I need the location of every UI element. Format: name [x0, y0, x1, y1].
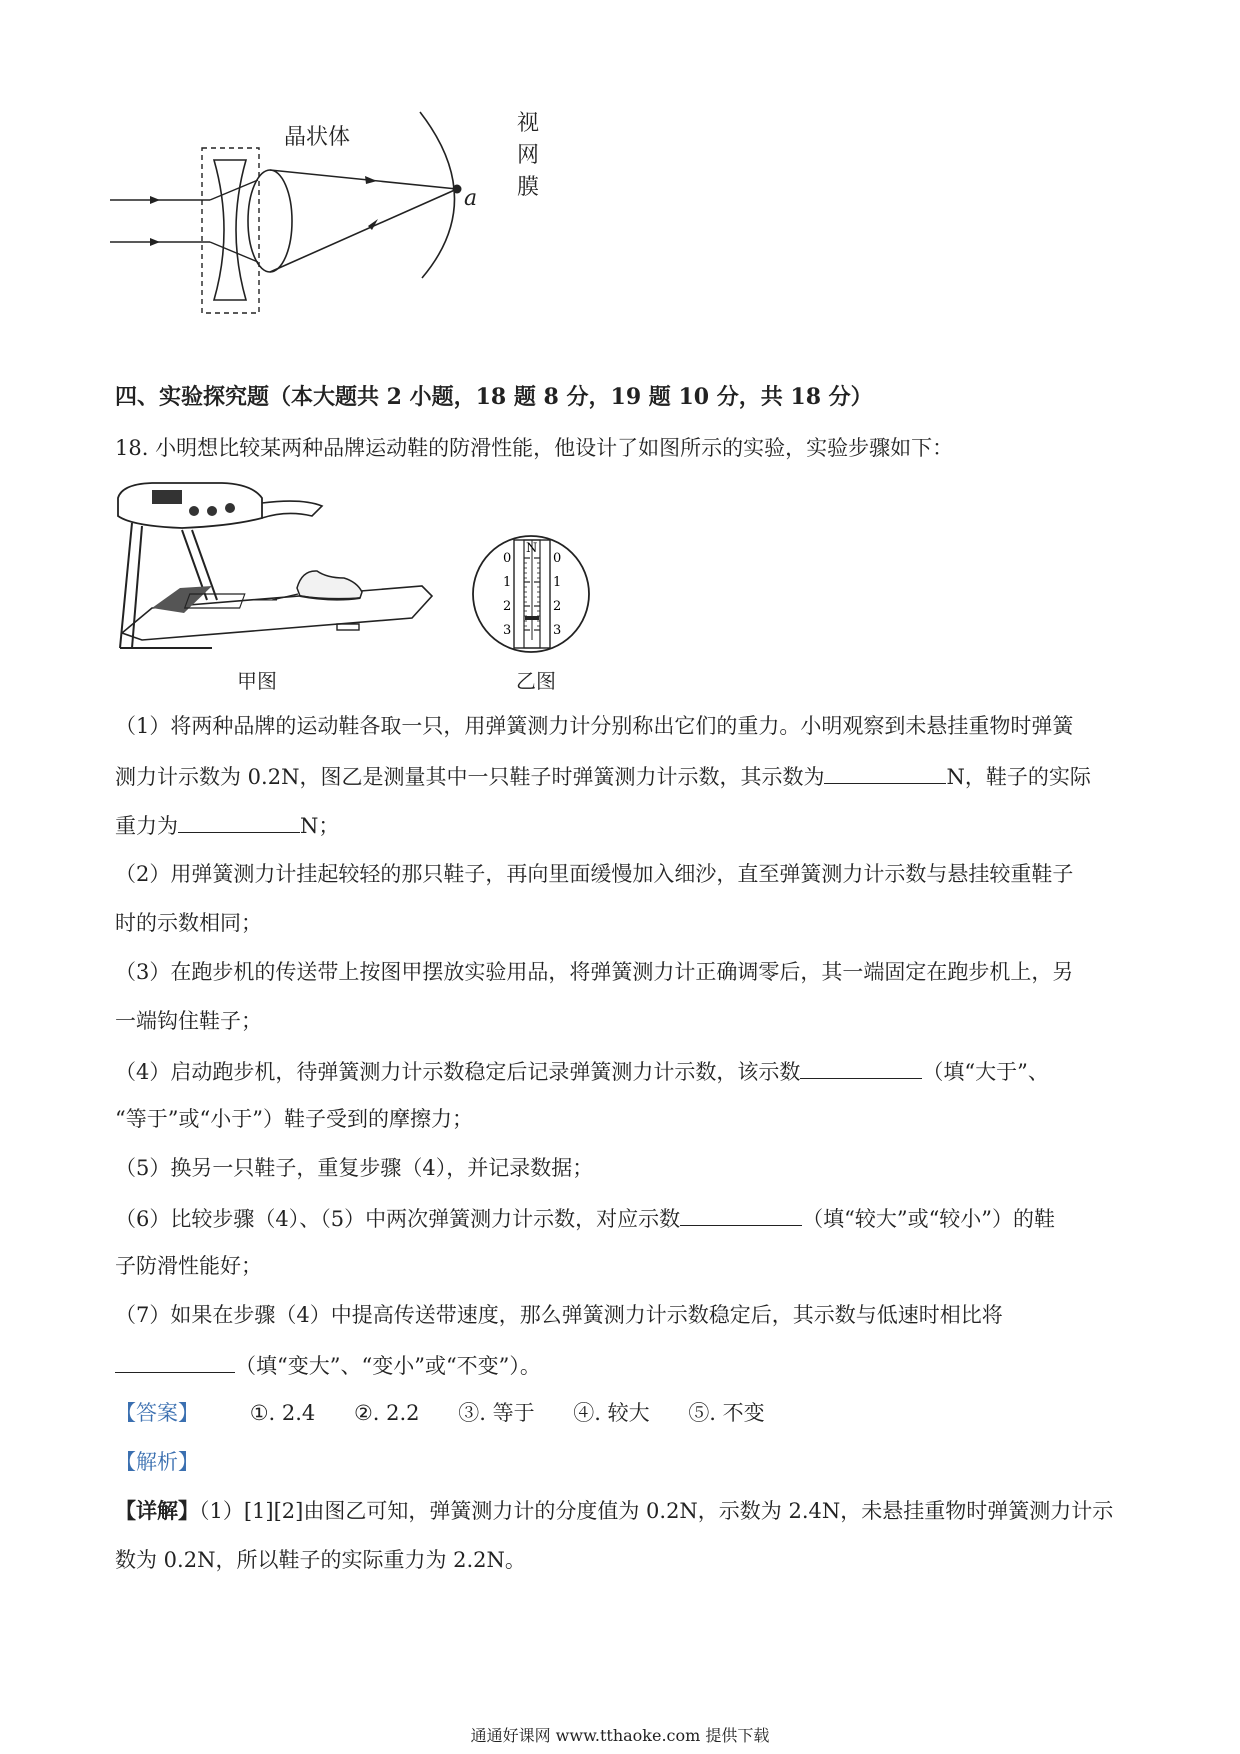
gauge-tick-right-2: 2: [553, 599, 562, 614]
detail-line-1: 【详解】（1）[1][2]由图乙可知，弹簧测力计的分度值为 0.2N，示数为 2.4N，未悬挂重物时弹簧测力计示: [115, 1498, 1114, 1523]
step-5-line-1: （5）换另一只鞋子，重复步骤（4），并记录数据；: [115, 1156, 594, 1180]
step-1-line-2: 测力计示数为 0.2N，图乙是测量其中一只鞋子时弹簧测力计示数，其示数为 N，鞋子的实际: [115, 761, 1091, 791]
answer-item-3: ③. 等于: [458, 1401, 535, 1425]
gauge-tick-right-0: 0: [553, 551, 562, 566]
step-4-line-2: “等于”或“小于”）鞋子受到的摩擦力；: [115, 1107, 473, 1131]
answer-blank-4[interactable]: [680, 1203, 802, 1226]
step-7-line-1: （7）如果在步骤（4）中提高传送带速度，那么弹簧测力计示数稳定后，其示数与低速时相比将: [115, 1303, 1003, 1327]
answer-item-5: ⑤. 不变: [688, 1401, 765, 1425]
spring-gauge-figure: [470, 532, 595, 657]
answer-label: 【答案】: [115, 1401, 199, 1425]
step-6-line-1: （6）比较步骤（4）、（5）中两次弹簧测力计示数，对应示数 （填“较大”或“较小”）的鞋: [115, 1203, 1055, 1233]
gauge-tick-right-1: 1: [553, 575, 562, 590]
section-heading: 四、实验探究题（本大题共 2 小题，18 题 8 分，19 题 10 分，共 18 分）: [115, 384, 873, 410]
gauge-tick-left-3: 3: [503, 623, 512, 638]
retina-label-2: 网: [517, 143, 540, 168]
answer-item-2: ②. 2.2: [353, 1401, 420, 1425]
answer-item-4: ④. 较大: [573, 1401, 650, 1425]
question-intro: 18. 小明想比较某两种品牌运动鞋的防滑性能，他设计了如图所示的实验，实验步骤如下：: [115, 436, 954, 460]
step-7-line-2: （填“变大”、“变小”或“不变”）。: [115, 1350, 541, 1380]
analysis-label: 【解析】: [115, 1450, 199, 1474]
step-3-line-1: （3）在跑步机的传送带上按图甲摆放实验用品，将弹簧测力计正确调零后，其一端固定在跑步机上，另: [115, 960, 1074, 984]
gauge-unit: N: [526, 541, 538, 556]
step-2-line-2: 时的示数相同；: [115, 911, 262, 935]
point-a-label: a: [464, 186, 478, 211]
answer-blank-1[interactable]: [824, 761, 946, 784]
step-1-line-1: （1）将两种品牌的运动鞋各取一只，用弹簧测力计分别称出它们的重力。小明观察到未悬挂重物时弹簧: [115, 714, 1074, 738]
step-1-line-3: 重力为 N；: [115, 810, 339, 840]
treadmill-figure: [112, 478, 442, 653]
answer-item-1: ①. 2.4: [249, 1401, 316, 1425]
step-4-line-1: （4）启动跑步机，待弹簧测力计示数稳定后记录弹簧测力计示数，该示数 （填“大于”、: [115, 1056, 1049, 1086]
gauge-tick-left-0: 0: [503, 551, 512, 566]
step-2-line-1: （2）用弹簧测力计挂起较轻的那只鞋子，再向里面缓慢加入细沙，直至弹簧测力计示数与悬挂较重鞋子: [115, 862, 1074, 886]
gauge-tick-right-3: 3: [553, 623, 562, 638]
fig-b-label: 乙图: [516, 669, 556, 693]
step-6-line-2: 子防滑性能好；: [115, 1254, 262, 1278]
answer-blank-5[interactable]: [115, 1350, 235, 1373]
gauge-tick-left-2: 2: [503, 599, 512, 614]
answer-row: [115, 1399, 797, 1427]
gauge-tick-left-1: 1: [503, 575, 512, 590]
answer-blank-2[interactable]: [178, 810, 300, 833]
retina-label-3: 膜: [517, 175, 540, 200]
fig-a-label: 甲图: [237, 669, 277, 693]
detail-line-2: 数为 0.2N，所以鞋子的实际重力为 2.2N。: [115, 1548, 526, 1572]
retina-label-1: 视: [517, 111, 540, 136]
detail-label: 【详解】: [115, 1498, 199, 1523]
answer-blank-3[interactable]: [800, 1056, 922, 1079]
lens-label: 晶状体: [284, 125, 351, 150]
page-footer: 通通好课网 www.tthaoke.com 提供下载: [470, 1726, 770, 1745]
step-3-line-2: 一端钩住鞋子；: [115, 1009, 262, 1033]
